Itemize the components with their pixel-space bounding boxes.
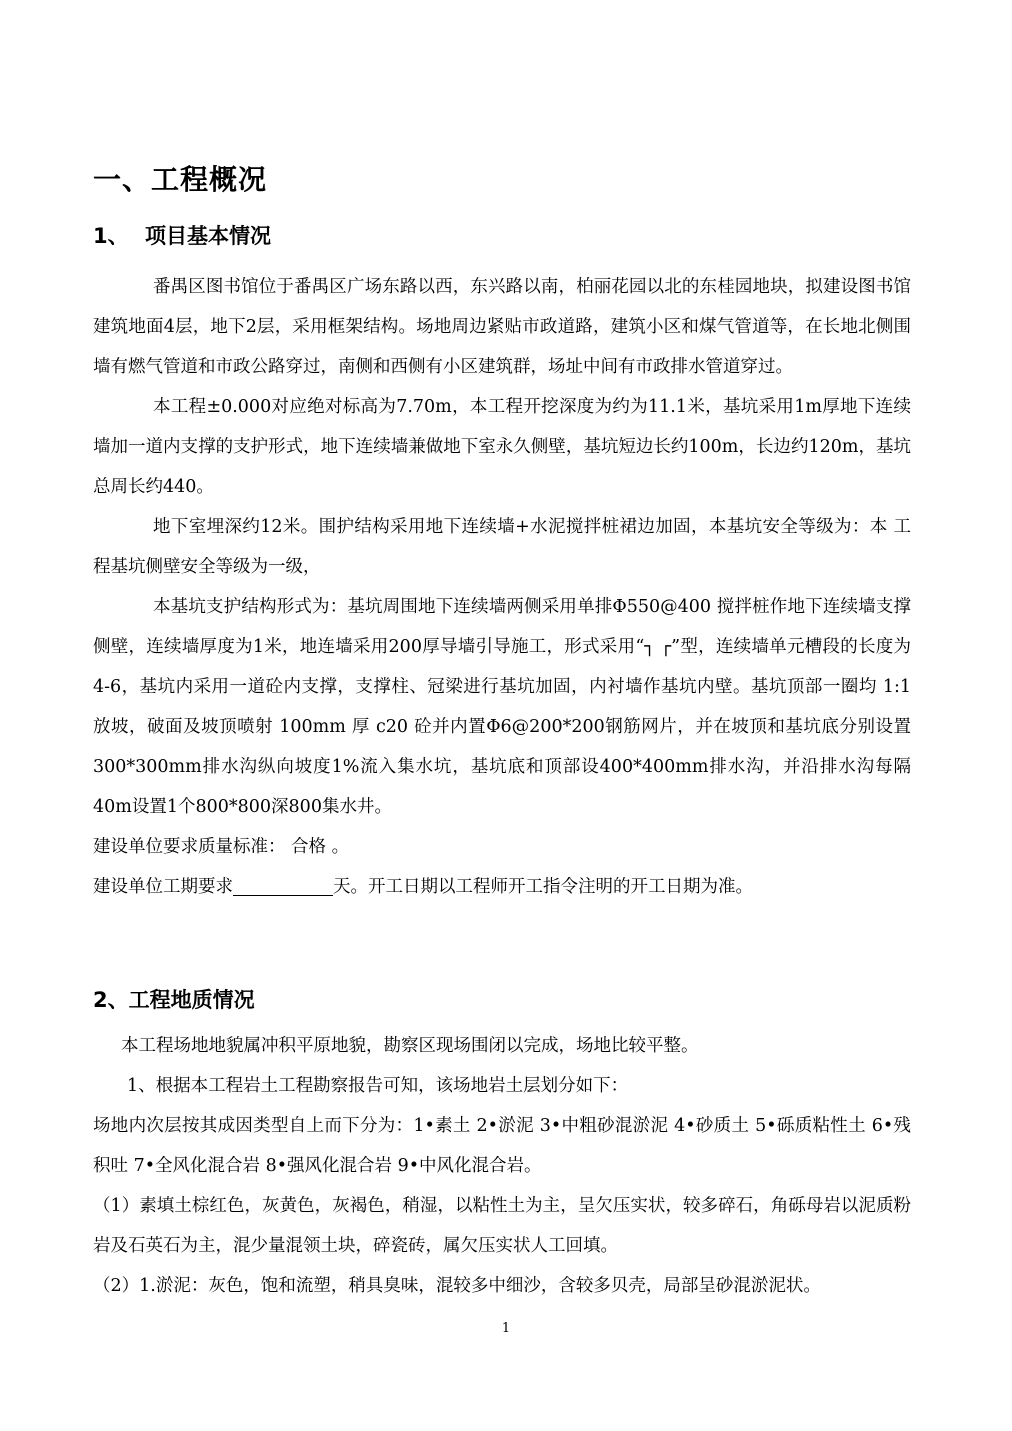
subsection-title: 项目基本情况 — [145, 224, 271, 248]
page-number: 1 — [501, 1321, 511, 1336]
subsection-number: 1、 — [93, 224, 129, 248]
schedule-label: 建设单位工期要求 — [93, 877, 233, 897]
paragraph-support-structure: 本基坑支护结构形式为：基坑周围地下连续墙两侧采用单排Φ550@400 搅拌桩作地下连续墙支撑侧壁，连续墙厚度为1米，地连墙采用200厚导墙引导施工，形式采用“┐ ┌”型，连续墙单元槽段的长度为4-6，基坑内采用一道砼内支撑，支撑柱、冠梁进行基坑加固，内衬墙作基坑内壁。基坑顶部一圈均 1:1 放坡，破面及坡顶喷射 100mm 厚 c20 砼并内置Φ6@200*200钢筋网片，并在坡顶和基坑底分别设置300*300mm排水沟纵向坡度1%流入集水坑，基坑底和顶部设400*400mm排水沟，并沿排水沟每隔40m设置1个800*800深800集水井。 — [93, 597, 911, 817]
subsection-heading-1 — [93, 220, 271, 252]
schedule-note: 天。开工日期以工程师开工指令注明的开工日期为准。 — [333, 877, 753, 897]
schedule-days-blank — [233, 871, 333, 896]
paragraph-location: 番禺区图书馆位于番禺区广场东路以西，东兴路以南，柏丽花园以北的东桂园地块，拟建设图书馆建筑地面4层，地下2层，采用框架结构。场地周边紧贴市政道路，建筑小区和煤气管道等，在长地北侧围墙有燃气管道和市政公路穿过，南侧和西侧有小区建筑群，场址中间有市政排水管道穿过。 — [93, 277, 911, 377]
paragraph-basement: 地下室埋深约12米。围护结构采用地下连续墙+水泥搅拌桩裙边加固，本基坑安全等级为：本 工程基坑侧壁安全等级为一级， — [93, 517, 911, 577]
section-title: 一、工程概况 — [93, 163, 268, 196]
paragraph-survey-report: 1、根据本工程岩土工程勘察报告可知，该场地岩土层划分如下： — [127, 1076, 629, 1096]
paragraph-fill-soil: （1）素填土棕红色，灰黄色，灰褐色，稍湿，以粘性土为主，呈欠压实状，较多碎石，角砾母岩以泥质粉岩及石英石为主，混少量混领土块，碎瓷砖，属欠压实状人工回填。 — [93, 1196, 911, 1256]
paragraph-soil-layers: 场地内次层按其成因类型自上而下分为：1•素土 2•淤泥 3•中粗砂混淤泥 4•砂质土 5•砾质粘性土 6•残积吐 7•全风化混合岩 8•强风化混合岩 9•中风化混合岩。 — [93, 1116, 911, 1176]
geology-body — [93, 1026, 911, 1306]
subsection-heading-2: 2、工程地质情况 — [93, 988, 255, 1012]
paragraph-elevation: 本工程±0.000对应绝对标高为7.70m，本工程开挖深度为约为11.1米，基坑采用1m厚地下连续墙加一道内支撑的支护形式，地下连续墙兼做地下室永久侧壁，基坑短边长约100m，长边约120m，基坑总周长约440。 — [93, 397, 911, 497]
quality-standard-line: 建设单位要求质量标准： 合格 。 — [93, 837, 350, 857]
project-overview-body — [93, 267, 911, 907]
schedule-line — [93, 867, 911, 907]
paragraph-landform: 本工程场地地貌属冲积平原地貌，勘察区现场围闭以完成，场地比较平整。 — [121, 1036, 699, 1056]
paragraph-silt: （2）1.淤泥：灰色，饱和流塑，稍具臭味，混较多中细沙，含较多贝壳，局部呈砂混淤泥状。 — [93, 1276, 821, 1296]
